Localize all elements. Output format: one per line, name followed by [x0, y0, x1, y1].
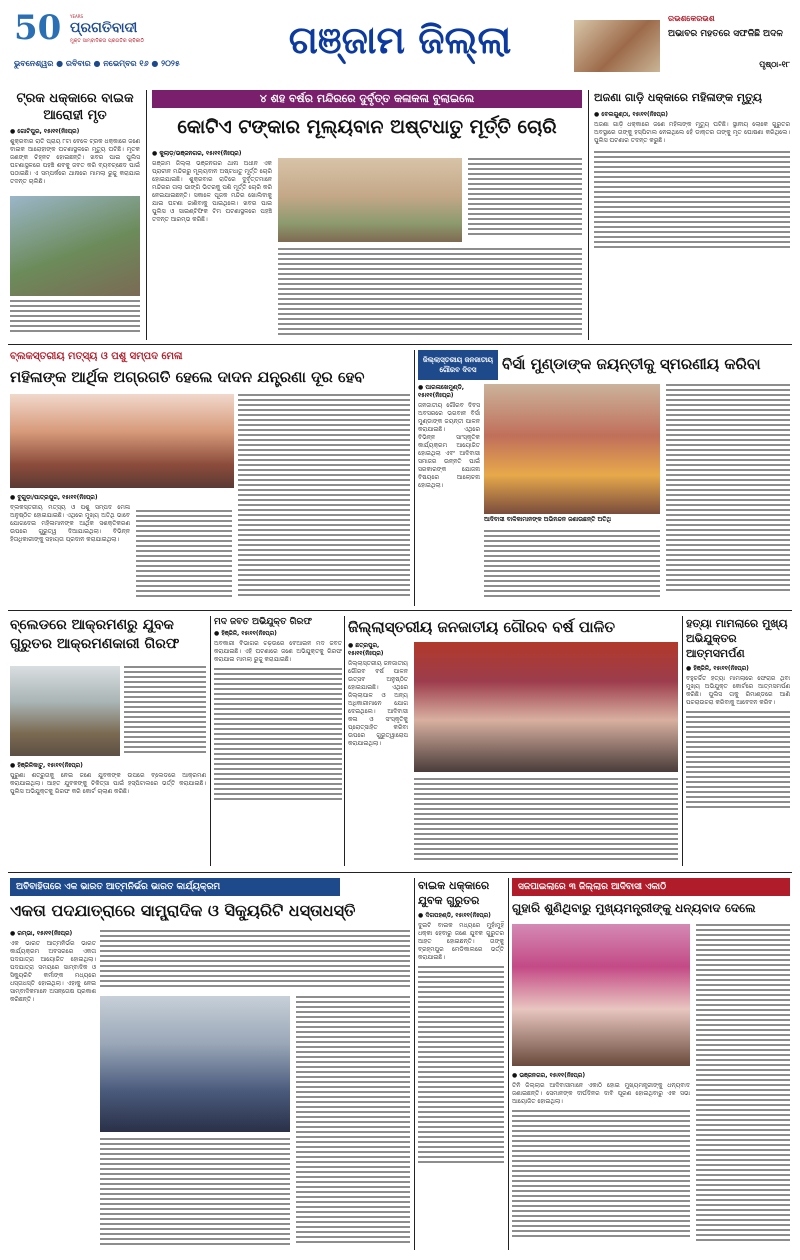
story9-more-text: [686, 711, 790, 808]
story1-byline: ● ଗୋଟିପୁର, ୧୫ା୧୧(ନିଃପ୍ର): [10, 128, 80, 135]
section-title: ଗଞ୍ଜାମ ଜିଲ୍ଲା: [288, 17, 512, 62]
story4-photo: [10, 394, 234, 488]
story8-headline: ଜିଲ୍ଲାସ୍ତରୀୟ ଜନଜାତୀୟ ଗୌରବ ବର୍ଷ ପାଳିତ: [348, 618, 616, 636]
story5-columns-right: [666, 384, 790, 604]
story12-byline: ● ଭଞ୍ଜନଗର, ୧୫ା୧୧(ନିଃପ୍ର): [512, 1072, 586, 1079]
story2-columns-right: [468, 158, 582, 242]
story8-lead: [348, 642, 408, 862]
story4-columns: [238, 394, 410, 604]
story8-body: ଜିଲ୍ଲାସ୍ତରୀୟ ଜନଜାତୀୟ ଗୌରବ ବର୍ଷ ପାଳନ ଉତ୍ସବ ଅନୁଷ୍ଠିତ ହୋଇଯାଇଛି। ଏଥିରେ ଜିଲ୍ଲାପାଳ ଓ ଅନ୍ୟ ଅଧିକାରୀମାନେ ଯୋଗ ଦେଇଥିଲେ। ଆଦିବାସୀ କଳା ଓ ସଂସ୍କୃତିକୁ ପ୍ରୋତ୍ସାହିତ କରିବା ଉପରେ ଗୁରୁତ୍ୱାରୋପ କରାଯାଇଥିଲା।: [348, 660, 408, 747]
row-divider-3: [8, 872, 792, 873]
col-divider-5: [344, 616, 345, 866]
story12-photo: [512, 924, 690, 1066]
story10-columns-bottom: [100, 1138, 290, 1250]
story6-byline: ● ହିଞ୍ଜିଳିକାଟୁ, ୧୫ା୧୧(ନିଃପ୍ର): [10, 762, 83, 769]
story11-body: ଦୁଇଟି ବାଇକ ମଧ୍ୟରେ ମୁହାଁମୁହିଁ ଧକ୍କା ହେବାରୁ ଜଣେ ଯୁବକ ଗୁରୁତର ଆହତ ହୋଇଛନ୍ତି। ତାଙ୍କୁ ବ୍ରହ୍ମପୁର ମେଡିକାଲରେ ଭର୍ତ୍ତି କରାଯାଇଛି।: [418, 922, 504, 961]
story3-more-text: [594, 151, 790, 248]
dateline: ଭୁବନେଶ୍ୱର ● ରବିବାର ● ନଭେମ୍ବର ୧୬ ● ୨୦୨୫: [14, 59, 180, 68]
story10-body: ଏକ ଭାରତ ଆତ୍ମନିର୍ଭର ଭାରତ କାର୍ଯ୍ୟକ୍ରମ ଅବସରରେ ଏକତା ପଦଯାତ୍ରା ଆୟୋଜିତ ହୋଇଥିଲା। ପଦଯାତ୍ରା ସମୟରେ ସାମ୍ବାଦିକ ଓ ସିକ୍ୟୁରିଟି କର୍ମୀଙ୍କ ମଧ୍ୟରେ ଧସ୍ତାଧସ୍ତି ହୋଇଥିଲା। ଏହାକୁ ନେଇ ସାମ୍ବାଦିକମାନେ ଅସନ୍ତୋଷ ପ୍ରକାଶ କରିଛନ୍ତି।: [10, 940, 96, 1003]
story5-photo: [484, 384, 660, 514]
story1-more-text: [10, 300, 140, 336]
paper-name: ପ୍ରଗତିବାଦୀ: [70, 20, 138, 36]
col-divider-4: [210, 616, 211, 866]
story10-columns-right: [296, 996, 410, 1250]
story1-headline: ଟ୍ରକ ଧକ୍କାରେ ବାଇକ ଆରୋହୀ ମୃତ: [16, 91, 134, 123]
story6-columns: [124, 666, 206, 756]
story4-byline: ● ବୁଗୁଡ଼ା/ପାତ୍ରପୁର, ୧୫ା୧୧(ନିଃପ୍ର): [10, 494, 98, 501]
col-divider-7: [414, 878, 415, 1250]
teaser-photo: [574, 20, 660, 72]
story2-columns: [278, 248, 582, 338]
col-divider-6: [682, 616, 683, 866]
story8-columns: [414, 778, 678, 864]
story12-columns-right: [696, 924, 790, 1250]
story8-byline: ● ଛତ୍ରପୁର, ୧୫ା୧୧(ନିଃପ୍ର): [348, 642, 384, 657]
story-murder-surrender: [686, 616, 790, 866]
teaser-title: ରଭଶକେରଭଶ: [668, 14, 715, 23]
col-divider-3: [414, 350, 415, 606]
story4-columns-bottom: [136, 510, 232, 604]
story12-more-text: [512, 1110, 690, 1237]
story4-kicker: ବ୍ଲକସ୍ତରୀୟ ମତ୍ସ୍ୟ ଓ ପଶୁ ସମ୍ପଦ ମେଳା: [10, 351, 183, 362]
story2-kicker: ୪ ଶହ ବର୍ଷର ମନ୍ଦିରରେ ଦୁର୍ବୃତ୍ତ କଳାକଳା ବୁଲାଇଲେ: [152, 90, 582, 108]
story2-temple-photo: [278, 158, 462, 242]
story2-byline-text: ● କୁଲାଡ଼/ଭଞ୍ଜନଗର, ୧୫ା୧୧(ନିଃପ୍ର): [152, 150, 242, 157]
story12-headline: ଗୁହାରି ଶୁଣିଥିବାରୁ ମୁଖ୍ୟମନ୍ତ୍ରୀଙ୍କୁ ଧନ୍ୟବାଦ ଦେଲେ: [512, 901, 756, 915]
masthead: [0, 0, 800, 78]
col-divider-1: [146, 90, 147, 340]
story2-headline: କୋଟିଏ ଟଙ୍କାର ମୂଲ୍ୟବାନ ଅଷ୍ଟଧାତୁ ମୂର୍ତ୍ତି ଚୋରି: [177, 116, 557, 138]
row-divider-2: [8, 610, 792, 611]
story-woman-dead: [594, 90, 790, 340]
story5-body: ଜନଜାତୀୟ ଗୌରବ ଦିବସ ଅବସରରେ ଭଗବାନ ବିର୍ସା ମୁଣ୍ଡାଙ୍କ ଜୟନ୍ତୀ ପାଳନ କରାଯାଇଛି। ଏଥିରେ ବିଭିନ୍ନ ସାଂସ୍କୃତିକ କାର୍ଯ୍ୟକ୍ରମ ଆୟୋଜିତ ହୋଇଥିଲା ଏବଂ ଆଦିବାସୀ ସମାଜର ଉନ୍ନତି ପାଇଁ ସରକାରଙ୍କ ଯୋଜନା ବିଷୟରେ ଆଲୋଚନା ହୋଇଥିଲା।: [418, 402, 480, 489]
story12-body: ତିନି ଜିଲ୍ଲାର ଆଦିବାସୀମାନେ ଏକାଠି ହୋଇ ମୁଖ୍ୟମନ୍ତ୍ରୀଙ୍କୁ ଧନ୍ୟବାଦ ଜଣାଇଛନ୍ତି। ସେମାନଙ୍କ ଦୀର୍ଘଦିନର ଦାବି ପୂରଣ ହୋଇଥିବାରୁ ଏକ ସଭା ଆୟୋଜିତ ହୋଇଥିଲା।: [512, 1082, 690, 1105]
story9-headline: ହତ୍ୟା ମାମଲାରେ ମୁଖ୍ୟ ଅଭିଯୁକ୍ତର ଆତ୍ମସମର୍ପଣ: [686, 617, 788, 660]
story10-byline: ● ରମ୍ଭା, ୧୫ା୧୧(ନିଃପ୍ର): [10, 930, 73, 937]
teaser-text: ଅଭାବର ମହତରେ ସଫଳିଛି ଅଦଳ: [668, 29, 783, 39]
story1-body: ଶୁକ୍ରବାର ରାତି ପ୍ରାୟ ୮ଟା ବେଳେ ଟ୍ରକ ଧକ୍କାରେ ଜଣେ ବାଇକ ଆରୋହୀଙ୍କ ଘଟଣାସ୍ଥଳରେ ମୃତ୍ୟୁ ଘଟିଛି। ମୃତକ ଜଣଙ୍କ ଚିହ୍ନଟ ହୋଇଛନ୍ତି। ଖବର ପାଇ ପୁଲିସ ଘଟଣାସ୍ଥଳରେ ପହଞ୍ଚି ଶବକୁ ଜବତ କରି ବ୍ୟବଚ୍ଛେଦ ପାଇଁ ପଠାଇଛି। ଏ ସମ୍ପର୍କରେ ଥାନାରେ ମାମଲା ରୁଜୁ କରାଯାଇ ତଦନ୍ତ ଚାଲିଛି।: [10, 138, 140, 185]
story5-byline: ● ପାରଳାଖେମୁଣ୍ଡି, ୧୫ା୧୧(ନିଃପ୍ର): [418, 384, 465, 399]
story6-photo: [10, 666, 120, 756]
story11-byline: ● ଦିଗପହଣ୍ଡି, ୧୫ା୧୧(ନିଃପ୍ର): [418, 912, 491, 919]
story6-body: ପୁରୁଣା ଶତ୍ରୁତାକୁ ନେଇ ଜଣେ ଯୁବକଙ୍କ ଉପରେ ବ୍ଲେଡରେ ଆକ୍ରମଣ କରାଯାଇଥିଲା। ଆହତ ଯୁବକଙ୍କୁ ଚିକିତ୍ସା ପାଇଁ ହସ୍ପିଟାଲରେ ଭର୍ତ୍ତି କରାଯାଇଛି। ପୁଲିସ ଅଭିଯୁକ୍ତକୁ ଗିରଫ କରି କୋର୍ଟ ଚାଲାଣ କରିଛି।: [10, 772, 206, 795]
story10-kicker: ଅବିବାହିତାରେ ଏକ ଭାରତ ଆତ୍ମନିର୍ଭର ଭାରତ କାର୍ଯ୍ୟକ୍ରମ: [10, 878, 340, 896]
story10-photo: [100, 996, 290, 1132]
col-divider-8: [508, 878, 509, 1250]
newspaper-logo: [14, 10, 164, 50]
story11-headline: ବାଇକ ଧକ୍କାରେ ଯୁବକ ଗୁରୁତର: [418, 879, 490, 907]
page-number: ପୃଷ୍ଠା-୧୮: [759, 60, 790, 69]
story2-body: ଗଞ୍ଜାମ ଜିଲ୍ଲା ଭଞ୍ଜନଗର ଥାନା ଅଧୀନ ଏକ ପ୍ରାଚୀନ ମନ୍ଦିରରୁ ମୂଲ୍ୟବାନ ଅଷ୍ଟଧାତୁ ମୂର୍ତ୍ତି ଚୋରି ହୋଇଯାଇଛି। ଶୁକ୍ରବାର ରାତିରେ ଦୁର୍ବୃତ୍ତମାନେ ମନ୍ଦିରର ତାଲା ଭାଙ୍ଗି ଭିତରକୁ ପଶି ମୂର୍ତ୍ତି ଚୋରି କରି ନେଇଯାଇଛନ୍ତି। ସକାଳେ ପୂଜକ ମନ୍ଦିର ଖୋଲିବାକୁ ଯାଇ ଘଟଣା ଜାଣିବାକୁ ପାଇଥିଲେ। ଖବର ପାଇ ପୁଲିସ ଓ ସାଇଣ୍ଟିଫିକ ଟିମ ଘଟଣାସ୍ଥଳରେ ପହଞ୍ଚି ତଦନ୍ତ ଆରମ୍ଭ କରିଛି।: [152, 160, 272, 223]
story-liquor-seized: [214, 616, 342, 866]
story10-columns-top: [100, 930, 410, 992]
story12-text: [512, 1072, 690, 1250]
story12-kicker: ସଜପାଇଲାରେ ୩ ଜିଲ୍ଲାର ଆଦିବାସୀ ଏକାଠି: [512, 878, 790, 896]
story5-kicker: ଜିଲ୍ଲାସ୍ତରୀୟ ଜନଜାତୀୟ ଗୌରବ ଦିବସ: [418, 350, 498, 380]
story5-columns-bottom: [484, 530, 660, 604]
story7-byline: ● ହିଞ୍ଜିଳି, ୧୫ା୧୧(ନିଃପ୍ର): [214, 630, 277, 637]
story4-body: ବ୍ଲକସ୍ତରୀୟ ମତ୍ସ୍ୟ ଓ ପଶୁ ସମ୍ପଦ ମେଳା ଅନୁଷ୍ଠିତ ହୋଇଯାଇଛି। ଏଥିରେ ମୁଖ୍ୟ ଅତିଥି ଭାବେ ଯୋଗଦେଇ ମହିଳାମାନଙ୍କ ଆର୍ଥିକ ସଶକ୍ତିକରଣ ଉପରେ ଗୁରୁତ୍ୱ ଦିଆଯାଇଥିଲା। ବିଭିନ୍ନ ହିତାଧିକାରୀଙ୍କୁ ସହାୟତା ପ୍ରଦାନ କରାଯାଇଥିଲା।: [10, 504, 130, 543]
story7-more-text: [214, 668, 342, 800]
story11-more-text: [418, 966, 504, 1163]
logo-years-label: YEARS: [70, 14, 84, 19]
story3-headline: ଅଜଣା ଗାଡ଼ି ଧକ୍କାରେ ମହିଳାଙ୍କ ମୃତ୍ୟୁ: [594, 91, 762, 104]
story3-byline: ● ବେଲଗୁଣ୍ଠା, ୧୫ା୧୧(ନିଃପ୍ର): [594, 111, 669, 118]
story9-byline: ● ହିଞ୍ଜିଳି, ୧୫ା୧୧(ନିଃପ୍ର): [686, 665, 749, 672]
story9-body: ବହୁଚର୍ଚ୍ଚିତ ହତ୍ୟା ମାମଲାରେ ଫେରାର ଥିବା ମୁଖ୍ୟ ଅଭିଯୁକ୍ତ କୋର୍ଟରେ ଆତ୍ମସମର୍ପଣ କରିଛି। ପୁଲିସ ତାକୁ ରିମାଣ୍ଡରେ ଆଣି ପଚରାଉଚରା କରିବାକୁ ଆବେଦନ କରିବ।: [686, 675, 790, 706]
story10-headline: ଏକତା ପଦଯାତ୍ରାରେ ସାମ୍ପ୍ରାଦିକ ଓ ସିକ୍ୟୁରିଟି ଧସ୍ତାଧସ୍ତି: [10, 901, 356, 920]
story1-photo: [10, 196, 140, 296]
story8-photo: [414, 642, 678, 772]
story5-headline: ବିର୍ସା ମୁଣ୍ଡାଙ୍କ ଜୟନ୍ତୀକୁ ସ୍ମରଣୀୟ କରିବା: [502, 355, 761, 373]
story7-body: ଅବକାରୀ ବିଭାଗର ଚଢ଼ଉରେ ବେଆଇନ ମଦ ଜବତ କରାଯାଇଛି। ଏହି ଘଟଣାରେ ଜଣେ ଅଭିଯୁକ୍ତକୁ ଗିରଫ କରାଯାଇ ମାମଲା ରୁଜୁ କରାଯାଇଛି।: [214, 640, 342, 663]
story10-lead: [10, 930, 96, 1250]
story6-text: [10, 762, 206, 862]
paper-tagline: ମୁକ୍ତ ସାମ୍ବାଦିକତା ପ୍ରଗତିର ଚାବିକାଠି: [70, 38, 144, 44]
story3-body: ଅଜଣା ଗାଡ଼ି ଧକ୍କାରେ ଜଣେ ମହିଳାଙ୍କ ମୃତ୍ୟୁ ଘଟିଛି। ସ୍ଥାନୀୟ ଲୋକେ ଗୁରୁତର ଅବସ୍ଥାରେ ତାଙ୍କୁ ହସ୍ପିଟାଲ ନେଇଥିଲେ ହେଁ ଡାକ୍ତର ତାଙ୍କୁ ମୃତ ଘୋଷଣା କରିଥିଲେ। ପୁଲିସ ଘଟଣାର ତଦନ୍ତ କରୁଛି।: [594, 121, 790, 144]
story6-headline: ବ୍ଲେଡରେ ଆକ୍ରମଣରୁ ଯୁବକ ଗୁରୁତର ଆକ୍ରମଣକାରୀ ଗିରଫ: [10, 617, 180, 652]
story4-headline: ମହିଳାଙ୍କ ଆର୍ଥିକ ଅଗ୍ରଗତି ହେଲେ ଦାଦନ ଯନ୍ତ୍ରଣା ଦୂର ହେବ: [10, 368, 365, 386]
story7-headline: ମଦ ଜବତ ଅଭିଯୁକ୍ତ ଗିରଫ: [214, 617, 312, 627]
logo-anniversary-number: 50: [14, 10, 62, 48]
col-divider-2: [588, 90, 589, 340]
story5-lead: [418, 384, 480, 604]
story-bike-youth-injured: [418, 878, 504, 1250]
story5-caption: ଆଦିବାସୀ ବାଳିକାମାନଙ୍କ ଅଭିନନ୍ଦନ ଜଣାଉଛନ୍ତି ଅତିଥି: [484, 516, 611, 523]
story2-byline: [152, 150, 272, 224]
row-divider-1: [8, 344, 792, 345]
